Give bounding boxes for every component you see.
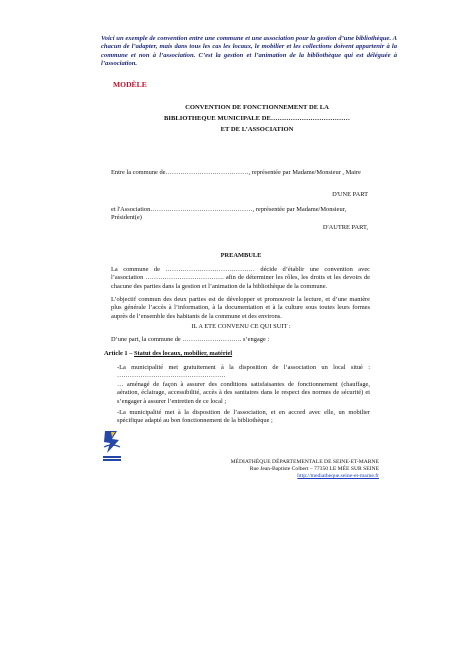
title-line-2: BIBLIOTHEQUE MUNICIPALE DE……………………………… — [164, 115, 350, 122]
intro-note: Voici un exemple de convention entre une commune et une association pour la gestion d’une bibliothèque. A chacun de l’adapter, mais dans tous les cas les locaux, le mobilier et les collections doivent appartenir à la commune et non à l’association. C’est la gestion et l’animation de la bibliothèque qui est déléguée à l’association. — [101, 35, 397, 67]
seine-et-marne-logo — [101, 429, 123, 463]
party-two-label: D'AUTRE PART, — [322, 224, 368, 231]
article-1-title: Statut des locaux, mobilier, matériel — [134, 350, 233, 357]
footer-address — [230, 459, 379, 481]
agreed-heading: IL A ETE CONVENU CE QUI SUIT : — [191, 323, 291, 330]
footer-line-2: Rue Jean-Baptiste Colbert – 77350 LE MÉE SUR SEINE — [249, 466, 379, 473]
preamble-paragraph-1: La commune de …………………………………… décide d’établir une convention avec l’association ………………………………. afin de déterminer les rôles, les droits et les devoirs de chacune des parties dans la gestion et l’animation de la bibliothèque de la commune. — [111, 266, 370, 290]
party-one-text: Entre la commune de…………………………………, représentée par Madame/Monsieur , Maire — [111, 169, 361, 176]
article-1-item-2: … aménagé de façon à assurer des conditions satisfaisantes de fonctionnement (chauffage, aération, éclairage, accessibilité, accès à des sanitaires dans le respect des normes de sécurité) et s’engager à assurer l’entretien de ce local ; — [117, 381, 370, 405]
commune-commitment: D’une part, la commune de ………………………. s’engage : — [111, 336, 270, 343]
article-1-item-1: -La municipalité met gratuitement à la disposition de l’association un local situé : …………………………………………… — [117, 364, 370, 380]
title-line-3: ET DE L’ASSOCIATION — [220, 126, 294, 133]
party-two-text: et l'Association…………………………………………, représentée par Madame/Monsieur, Président(e) — [111, 206, 347, 222]
article-1-number: Article 1 – — [104, 350, 134, 357]
preamble-paragraph-2: L’objectif commun des deux parties est de développer et promouvoir la lecture, et d’une manière plus générale l’accès à l’information, à la documentation et à la culture sous toutes leurs formes auprès de l’ensemble des habitants de la commune et des environs. — [111, 296, 370, 320]
party-one-label: D'UNE PART — [332, 191, 368, 198]
article-1-heading — [104, 350, 364, 358]
article-1-item-3: -La municipalité met à la disposition de l’association, et en accord avec elle, un mobilier spécifique adapté au bon fonctionnement de la bibliothèque ; — [117, 409, 370, 425]
footer-line-1: MÉDIATHÈQUE DÉPARTEMENTALE DE SEINE-ET-MARNE — [230, 459, 379, 465]
logo-graphic — [101, 429, 123, 463]
model-label: MODÈLE — [113, 80, 147, 89]
footer-website-link[interactable]: http://mediatheque.seine-et-marne.fr — [297, 473, 379, 480]
title-line-1: CONVENTION DE FONCTIONNEMENT DE LA — [185, 104, 329, 111]
preamble-heading: PREAMBULE — [220, 252, 262, 259]
document-title — [101, 102, 413, 135]
